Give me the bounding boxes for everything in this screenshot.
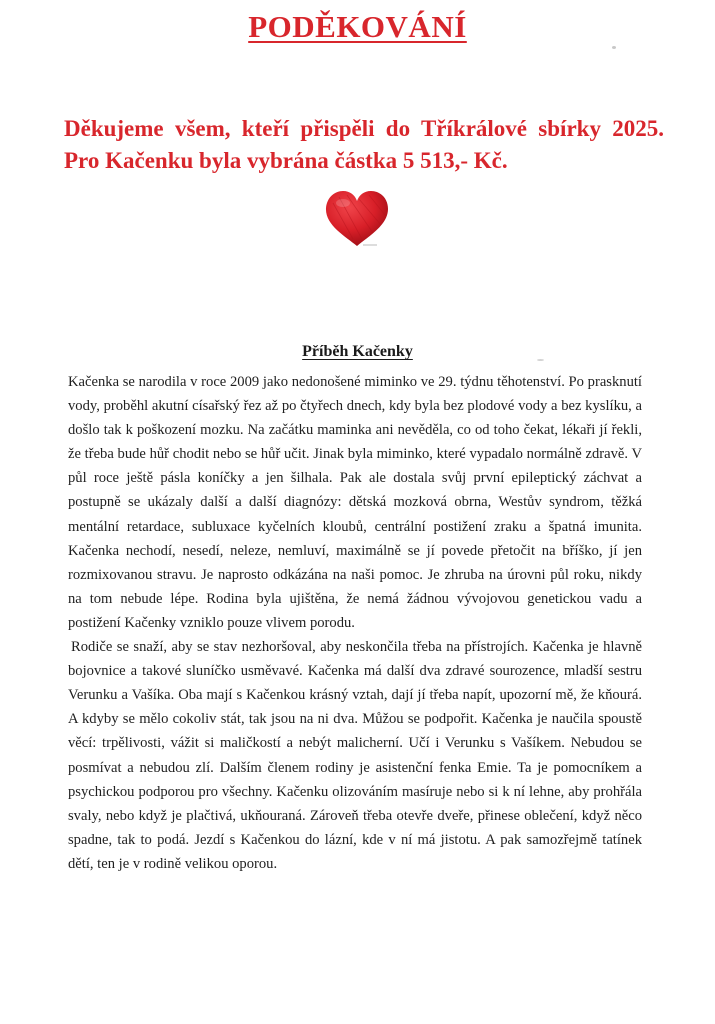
scan-speck <box>537 359 544 361</box>
page-title <box>0 8 715 45</box>
story-heading <box>0 340 715 362</box>
scan-speck <box>612 46 616 49</box>
story-paragraph: Rodiče se snaží, aby se stav nezhoršoval, aby neskončila třeba na přístrojích. Kačenka je hlavně bojovnice a takové sluníčko usměvavé. Kačenka má další dva zdravé sourozence, mladší sestru Verunku a Vašíka. Oba mají s Kačenkou krásný vztah, dají jí třeba napít, upozorní mě, že kňourá. A kdyby se mělo cokoliv stát, tak jsou na ni dva. Můžou se podpořit. Kačenka je naučila spoustě věcí: trpělivosti, vážit si maličkostí a nebýt malicherní. Učí i Verunku s Vašíkem. Nebudou se posmívat a nebudou zlí. Dalším členem rodiny je asistenční fenka Emie. Ta je pomocníkem a psychickou podporou pro všechny. Kačenku olizováním masíruje nebo si k ní lehne, aby prohřála svaly, nebo když je plačtivá, ukňouraná. Zároveň třeba otevře dveře, přinese oblečení, když něco spadne, tak to podá. Jezdí s Kačenkou do lázní, kde v ní má jistotu. A pak samozřejmě tatínek dětí, ten je v rodině velikou oporou. <box>68 639 642 872</box>
thanks-message: Děkujeme všem, kteří přispěli do Tříkrálové sbírky 2025. Pro Kačenku byla vybrána částka 5 513,- Kč. <box>64 116 664 173</box>
page-title-text: PODĚKOVÁNÍ <box>248 9 467 44</box>
heart-icon <box>323 189 391 249</box>
story-heading-text: Příběh Kačenky <box>302 343 413 360</box>
story-body <box>68 370 642 876</box>
story-paragraph: Kačenka se narodila v roce 2009 jako nedonošené miminko ve 29. týdnu těhotenství. Po prasknutí vody, proběhl akutní císařský řez až po čtyřech dnech, kdy byla bez plodové vody a bez kyslíku, a došlo tak k poškození mozku. Na začátku maminka ani nevěděla, co od toho čekat, lékaři jí řekli, že třeba bude hůř chodit nebo se hůř učit. Jinak byla miminko, které vypadalo normálně zdravě. V půl roce ještě pásla koníčky a jen šilhala. Pak ale dostala svůj první epileptický záchvat a postupně se ukázaly další a další diagnózy: dětská mozková obrna, Westův syndrom, těžká mentální retardace, subluxace kyčelních kloubů, centrální postižení zraku a špatná imunita. Kačenka nechodí, nesedí, neleze, nemluví, maximálně se jí povede přetočit na bříško, jí jen rozmixovanou stravu. Je naprosto odkázána na naši pomoc. Je zhruba na úrovni půl roku, nikdy na tom nebude lépe. Rodina byla ujištěna, že nemá žádnou vývojovou genetickou vadu a postižení Kačenky vzniklo pouze vlivem porodu. <box>68 374 642 631</box>
